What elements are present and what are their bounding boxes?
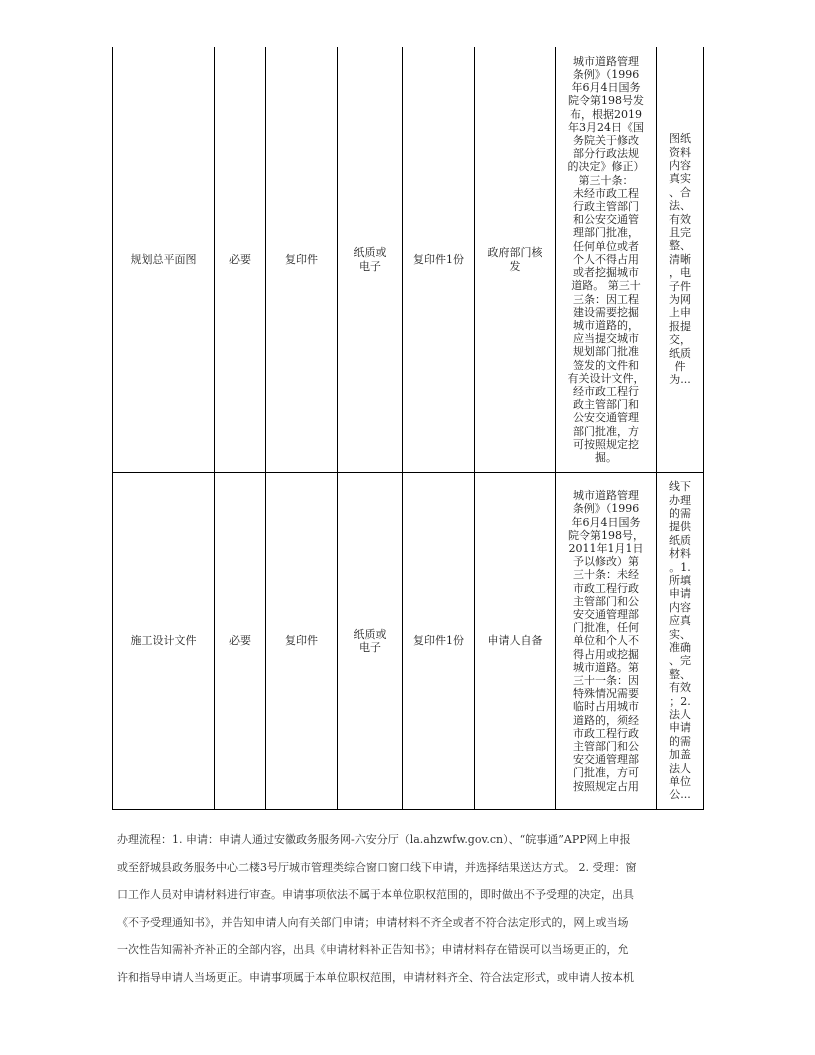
material-required: 必要 bbox=[215, 473, 266, 810]
material-note: 线下 办理 的需 提供 纸质 材料 。1. 所填 申请 内容 应真 实、 准确 、完 整、 有效 ；2. 法人 申请 的需 加盖 法人 单位 公... bbox=[657, 473, 704, 810]
material-source: 申请人自备 bbox=[475, 473, 556, 810]
materials-table bbox=[112, 47, 704, 810]
process-line: 口工作人员对申请材料进行审查。申请事项依法不属于本单位职权范围的，即时做出不予受理的决定，出具 bbox=[117, 888, 634, 901]
process-line: 办理流程：1. 申请：申请人通过安徽政务服务网-六安分厅（la.ahzwfw.gov.cn）、“皖事通”APP网上申报 bbox=[117, 833, 631, 846]
process-description bbox=[117, 826, 702, 991]
material-note: 图纸 资料 内容 真实 、合 法、 有效 且完 整、 清晰 ，电 子件 为网 上申 报提 交， 纸质 件 为... bbox=[657, 47, 704, 473]
material-source: 政府部门核 发 bbox=[475, 47, 556, 473]
material-medium: 纸质或 电子 bbox=[338, 47, 403, 473]
material-quantity: 复印件1份 bbox=[403, 473, 475, 810]
process-line: 一次性告知需补齐补正的全部内容，出具《申请材料补正告知书》；申请材料存在错误可以当场更正的，允 bbox=[117, 943, 629, 956]
process-line: 许和指导申请人当场更正。申请事项属于本单位职权范围，申请材料齐全、符合法定形式，或申请人按本机 bbox=[117, 970, 634, 984]
material-required: 必要 bbox=[215, 47, 266, 473]
material-quantity: 复印件1份 bbox=[403, 47, 475, 473]
table-row bbox=[113, 473, 704, 810]
material-copy-type: 复印件 bbox=[266, 47, 338, 473]
material-legal-basis: 城市道路管理 条例》（1996 年6月4日国务 院令第198号， 2011年1月1日 予以修改）第 三十条：未经 市政工程行政 主管部门和公 安交通管理部 门批准，任何 单位和个人不 得占用或挖掘 城市道路。第 三十一条：因 特殊情况需要 临时占用城市 道路的，须经 市政工程行政 主管部门和公 安交通管理部 门批准，方可 按照规定占用 bbox=[556, 473, 657, 810]
table-row bbox=[113, 47, 704, 473]
material-name: 施工设计文件 bbox=[113, 473, 215, 810]
material-name: 规划总平面图 bbox=[113, 47, 215, 473]
material-legal-basis: 城市道路管理 条例》（1996 年6月4日国务 院令第198号发 布，根据2019 年3月24日《国 务院关于修改 部分行政法规 的决定》修正） 第三十条： 未经市政工程 行政主管部门 和公安交通管 理部门批准， 任何单位或者 个人不得占用 或者挖掘城市 道路。 第三十 三条：因工程 建设需要挖掘 城市道路的， 应当提交城市 规划部门批准 签发的文件和 有关设计文件， 经市政工程行 政主管部门和 公安交通管理 部门批准，方 可按照规定挖 掘。 bbox=[556, 47, 657, 473]
process-line: 或至舒城县政务服务中心二楼3号厅城市管理类综合窗口窗口线下申请，并选择结果送达方式。 2. 受理：窗 bbox=[117, 860, 637, 874]
material-medium: 纸质或 电子 bbox=[338, 473, 403, 810]
process-line: 《不予受理通知书》，并告知申请人向有关部门申请；申请材料不齐全或者不符合法定形式的，网上或当场 bbox=[117, 915, 629, 929]
material-copy-type: 复印件 bbox=[266, 473, 338, 810]
